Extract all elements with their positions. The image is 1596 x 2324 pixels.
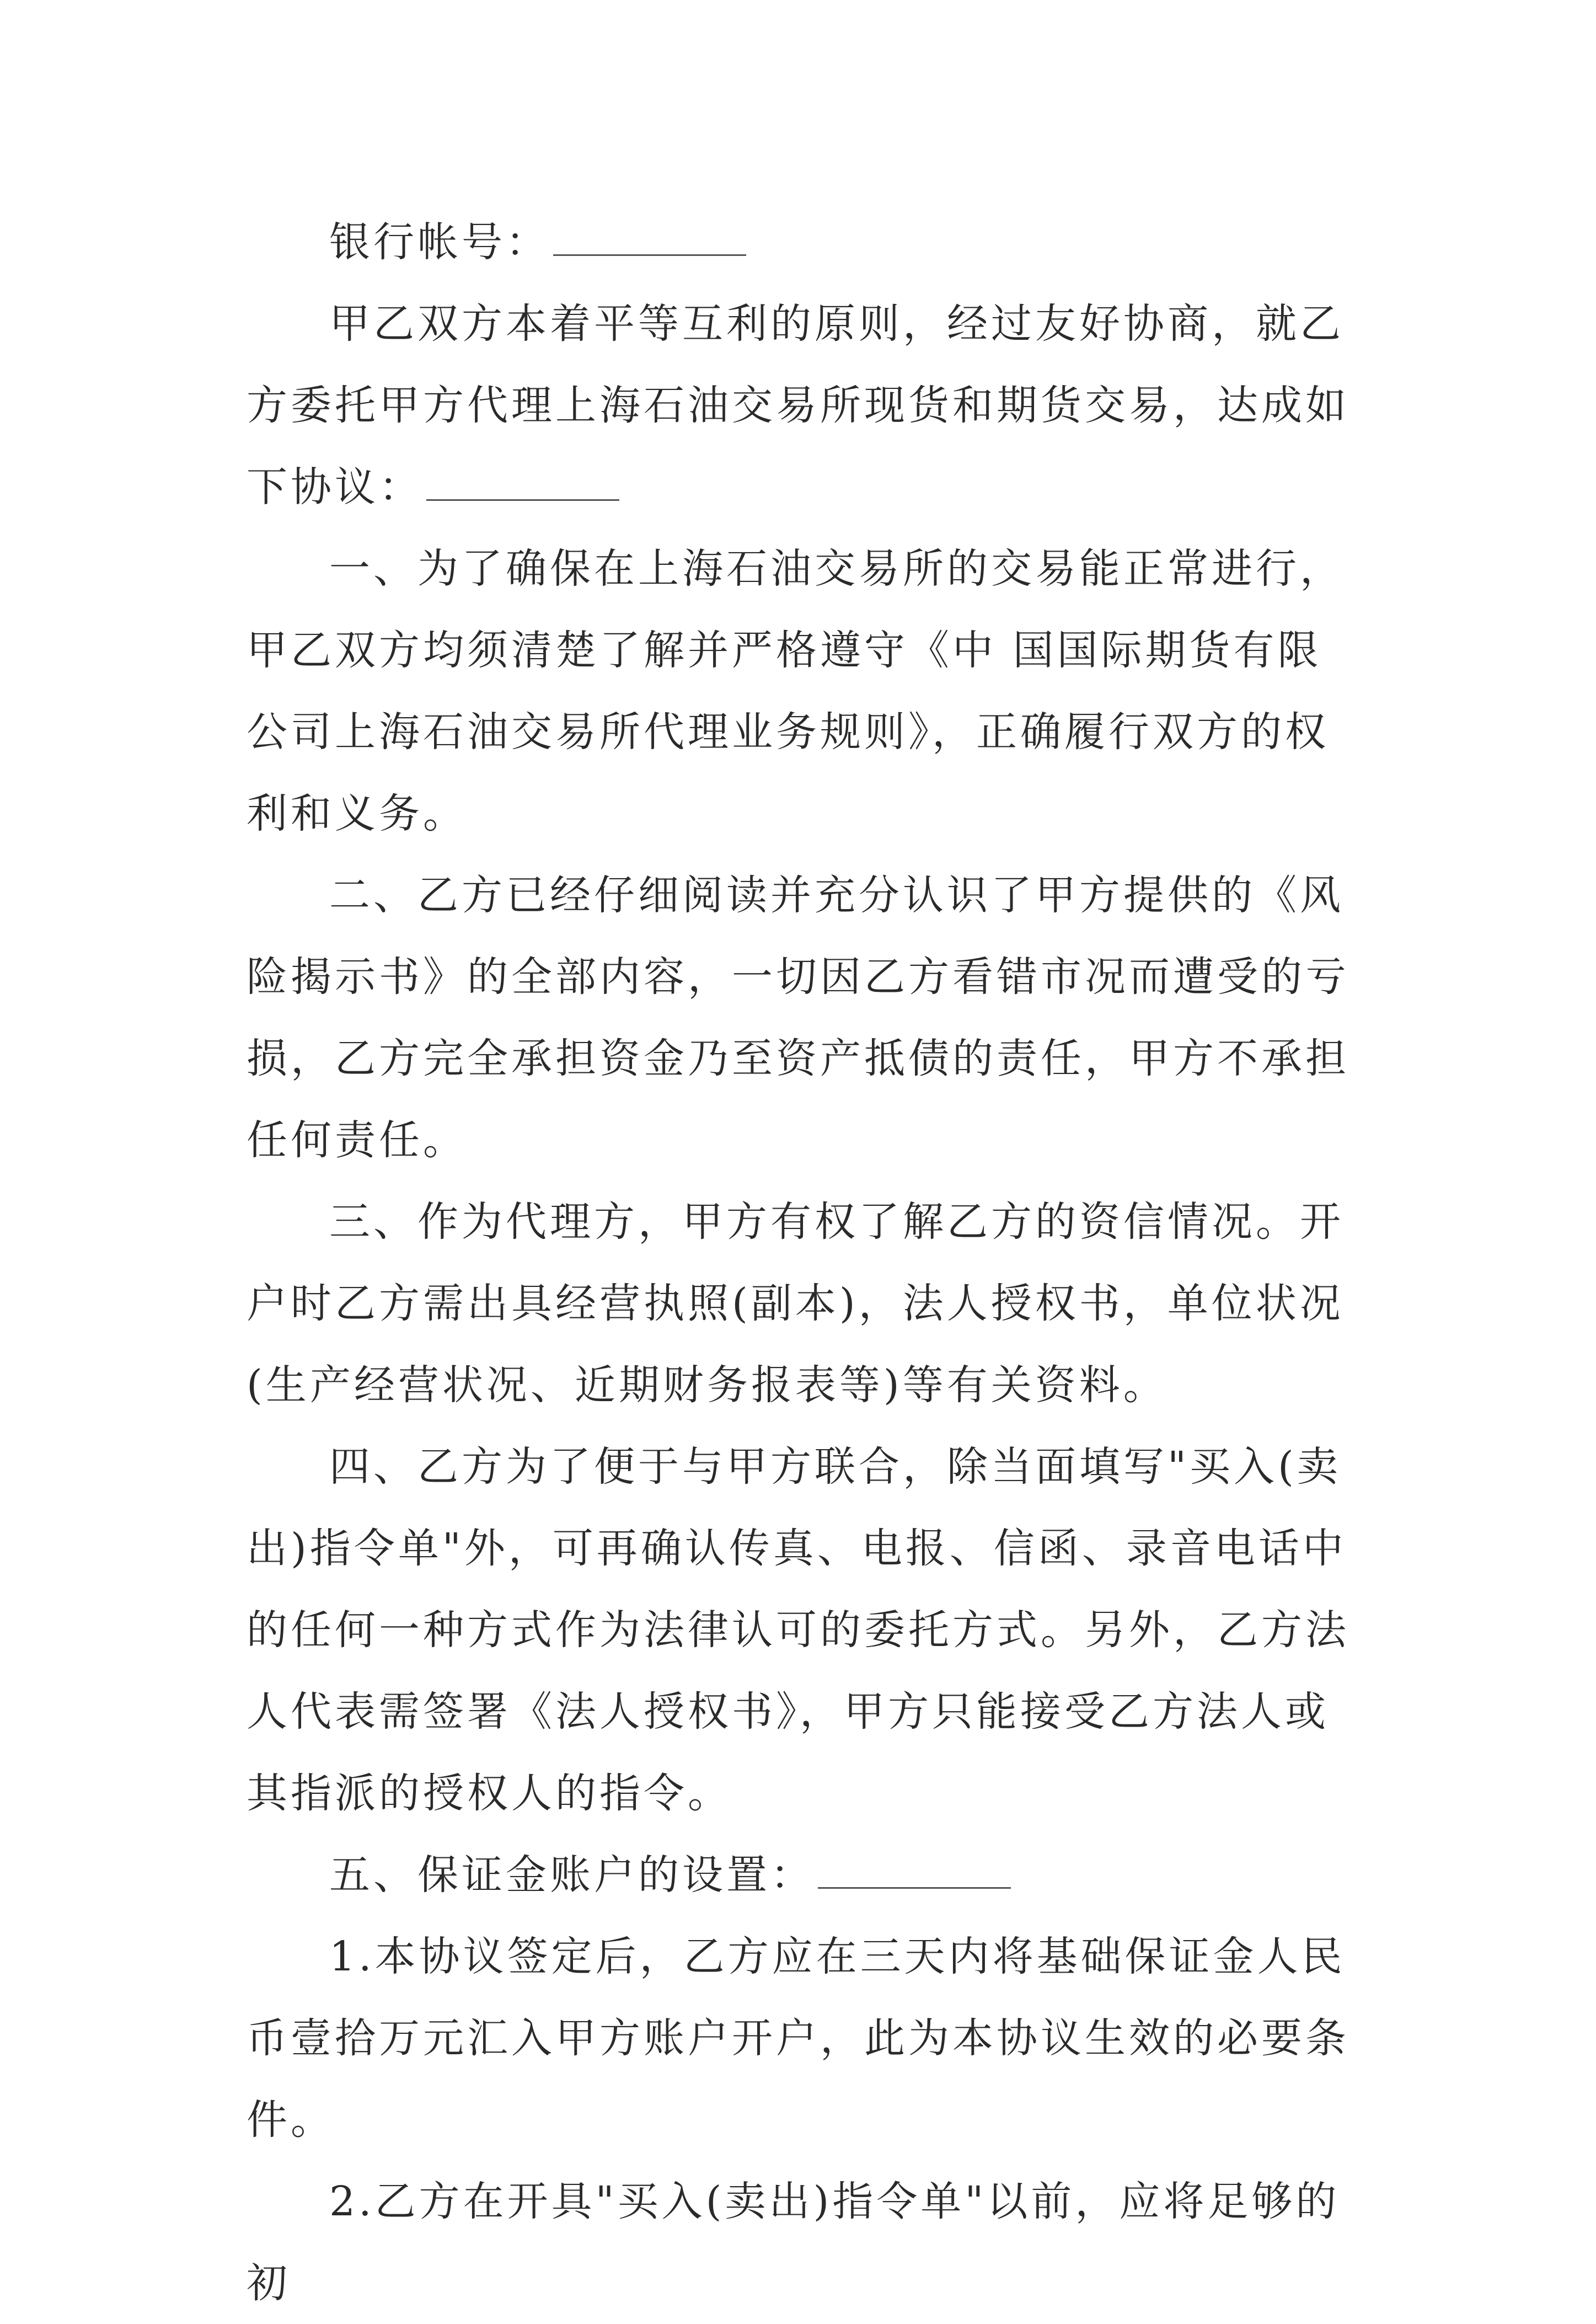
paragraph-bank-account bbox=[247, 201, 1361, 283]
preamble-text: 甲乙双方本着平等互利的原则，经过友好协商，就乙方委托甲方代理上海石油交易所现货和期货交易，达成如下协议： bbox=[247, 300, 1349, 511]
document-body bbox=[247, 201, 1361, 2324]
fill-in-blank bbox=[818, 1843, 1011, 1889]
bank-account-label: 银行帐号： bbox=[329, 218, 550, 266]
paragraph-clause-1: 一、为了确保在上海石油交易所的交易能正常进行，甲乙双方均须清楚了解并严格遵守《中 国国际期货有限公司上海石油交易所代理业务规则》，正确履行双方的权利和义务。 bbox=[247, 545, 1344, 837]
paragraph-clause-5-2: 2.乙方在开具"买入(卖出)指令单"以前，应将足够的初 bbox=[247, 2178, 1340, 2307]
paragraph-preamble bbox=[247, 283, 1361, 528]
paragraph-clause-5-1: 1.本协议签定后，乙方应在三天内将基础保证金人民币壹拾万元汇入甲方账户开户，此为本协议生效的必要条件。 bbox=[247, 1933, 1349, 2144]
fill-in-blank bbox=[426, 455, 619, 501]
clause-5-heading: 五、保证金账户的设置： bbox=[329, 1851, 815, 1899]
fill-in-blank bbox=[553, 210, 746, 256]
paragraph-clause-2: 二、乙方已经仔细阅读并充分认识了甲方提供的《风险揭示书》的全部内容，一切因乙方看错市况而遭受的亏损，乙方完全承担资金乃至资产抵债的责任，甲方不承担任何责任。 bbox=[247, 872, 1349, 1164]
paragraph-clause-5 bbox=[247, 1834, 1361, 1916]
paragraph-clause-4: 四、乙方为了便于与甲方联合，除当面填写"买入(卖出)指令单"外，可再确认传真、电报、信函、录音电话中的任何一种方式作为法律认可的委托方式。另外，乙方法人代表需签署《法人授权书》，甲方只能接受乙方法人或其指派的授权人的指令。 bbox=[247, 1443, 1349, 1817]
paragraph-clause-3: 三、作为代理方，甲方有权了解乙方的资信情况。开户时乙方需出具经营执照(副本)，法人授权书，单位状况(生产经营状况、近期财务报表等)等有关资料。 bbox=[247, 1198, 1344, 1409]
